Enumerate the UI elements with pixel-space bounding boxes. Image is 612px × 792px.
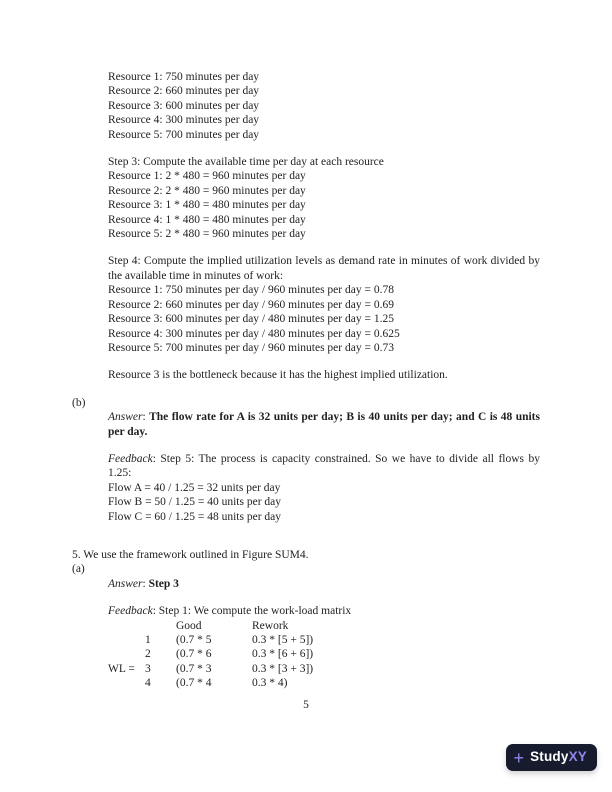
- matrix-good-cell: (0.7 * 5: [176, 634, 212, 646]
- matrix-spacer: [108, 619, 145, 633]
- feedback-text: Step 1: We compute the work-load matrix: [158, 605, 352, 618]
- matrix-good-cell: (0.7 * 6: [176, 648, 212, 661]
- matrix-spacer: [108, 676, 145, 690]
- text-line: 5. We use the framework outlined in Figure SUM4.: [72, 548, 309, 561]
- matrix-good-cell: (0.7 * 4: [176, 677, 212, 690]
- text-line: Resource 2: 660 minutes per day: [108, 85, 260, 98]
- text-line: Resource 2: 660 minutes per day / 960 minutes per day = 0.69: [108, 298, 394, 311]
- feedback-paragraph: [108, 452, 540, 481]
- logo-text-primary: Study: [530, 749, 569, 765]
- separator: :: [142, 411, 150, 424]
- studyxy-logo: [506, 744, 597, 771]
- matrix-col-header-rework: Rework: [252, 619, 289, 632]
- text-line: Flow A = 40 / 1.25 = 32 units per day: [108, 481, 281, 494]
- separator: :: [152, 605, 159, 618]
- page-number: 5: [303, 699, 309, 711]
- bottleneck-conclusion: [108, 368, 540, 382]
- matrix-row: [108, 647, 540, 661]
- answer-paragraph: [108, 577, 540, 591]
- question5-intro: [72, 548, 540, 577]
- text-line: (b): [72, 396, 86, 409]
- matrix-row-number: 2: [145, 648, 151, 661]
- page-content: [72, 70, 540, 691]
- matrix-row-number: 3: [145, 662, 151, 675]
- matrix-col-header-good: Good: [176, 619, 202, 632]
- separator: :: [142, 577, 149, 590]
- matrix-row: [108, 676, 540, 690]
- text-line: Resource 5: 700 minutes per day: [108, 128, 260, 141]
- step4-intro: Step 4: Compute the implied utilization levels as demand rate in minutes of work divided by the available time in minutes of work:: [108, 255, 540, 282]
- step3-title: Step 3: Compute the available time per day at each resource: [108, 156, 384, 169]
- text-line: Resource 3: 600 minutes per day: [108, 99, 260, 112]
- matrix-row: [108, 662, 540, 676]
- matrix-row-number: 1: [145, 634, 151, 646]
- text-line: Flow C = 60 / 1.25 = 48 units per day: [108, 510, 282, 523]
- demand-rate-list: [108, 70, 540, 142]
- matrix-row: [108, 633, 540, 647]
- feedback-paragraph: [108, 604, 540, 618]
- feedback-text: Step 5: The process is capacity constrained. So we have to divide all flows by 1.25:: [108, 452, 540, 480]
- matrix-spacer: [108, 647, 145, 661]
- matrix-spacer: [108, 633, 145, 647]
- separator: :: [152, 452, 161, 465]
- answer-text: Step 3: [148, 577, 179, 590]
- matrix-rework-cell: 0.3 * 4): [252, 677, 288, 690]
- text-line: Resource 3 is the bottleneck because it has the highest implied utilization.: [108, 369, 448, 382]
- part-a-label: (a): [72, 563, 85, 576]
- answer-text: The flow rate for A is 32 units per day; B is 40 units per day; and C is 48 units per day.: [108, 411, 540, 438]
- part-b-feedback: [108, 452, 540, 524]
- text-line: Resource 5: 2 * 480 = 960 minutes per day: [108, 228, 306, 241]
- text-line: Resource 1: 750 minutes per day / 960 minutes per day = 0.78: [108, 284, 394, 297]
- matrix-wl-label: WL =: [108, 662, 135, 675]
- text-line: Resource 5: 700 minutes per day / 960 minutes per day = 0.73: [108, 341, 394, 354]
- matrix-spacer: [145, 619, 176, 633]
- workload-matrix: [108, 619, 540, 691]
- feedback-label: Feedback: [108, 605, 153, 618]
- logo-text-accent: XY: [568, 749, 587, 765]
- text-line: Resource 1: 750 minutes per day: [108, 71, 260, 83]
- text-line: Resource 4: 300 minutes per day / 480 minutes per day = 0.625: [108, 327, 400, 340]
- text-line: Resource 3: 600 minutes per day / 480 minutes per day = 1.25: [108, 313, 394, 326]
- matrix-rework-cell: 0.3 * [3 + 3]): [252, 662, 314, 675]
- answer-label: Answer: [108, 577, 143, 590]
- text-line: Resource 3: 1 * 480 = 480 minutes per day: [108, 199, 306, 212]
- text-line: Resource 4: 300 minutes per day: [108, 114, 260, 127]
- answer-paragraph: [108, 410, 540, 439]
- answer-label: Answer: [108, 411, 143, 424]
- text-line: Resource 1: 2 * 480 = 960 minutes per day: [108, 170, 306, 183]
- step3-block: [108, 155, 540, 241]
- q5-feedback: [108, 604, 540, 690]
- text-line: Flow B = 50 / 1.25 = 40 units per day: [108, 496, 282, 509]
- step4-block: [108, 254, 540, 355]
- matrix-good-cell: (0.7 * 3: [176, 662, 212, 675]
- part-b-label: [72, 396, 540, 410]
- text-line: Resource 2: 2 * 480 = 960 minutes per day: [108, 184, 306, 197]
- q5-answer: [108, 577, 540, 591]
- matrix-header-row: [108, 619, 540, 633]
- text-line: Resource 4: 1 * 480 = 480 minutes per day: [108, 213, 306, 226]
- matrix-rework-cell: 0.3 * [6 + 6]): [252, 648, 314, 661]
- matrix-rework-cell: 0.3 * [5 + 5]): [252, 634, 314, 646]
- part-b-answer: [108, 410, 540, 439]
- feedback-label: Feedback: [108, 452, 153, 465]
- matrix-row-number: 4: [145, 677, 151, 690]
- plus-icon: +: [513, 747, 525, 768]
